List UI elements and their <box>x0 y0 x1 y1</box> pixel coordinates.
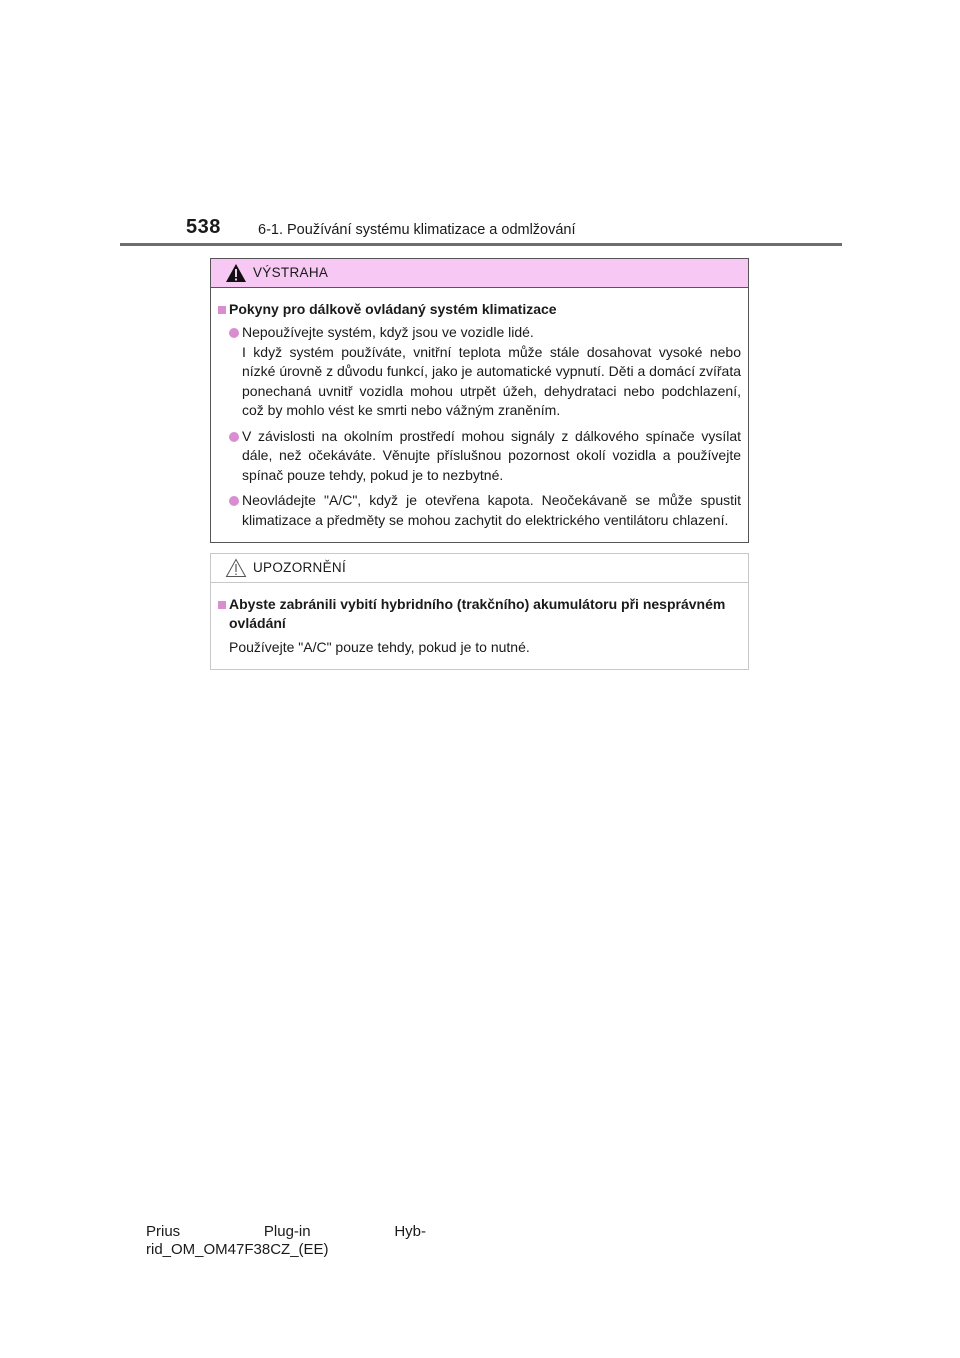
circle-bullet-icon <box>229 432 239 442</box>
warning-bullet-2 <box>218 427 741 486</box>
warning-box <box>210 258 749 543</box>
warning-header <box>211 259 748 288</box>
bullet-line: Nepoužívejte systém, když jsou ve vozidle lidé. <box>242 324 534 340</box>
footer-line-1 <box>146 1223 426 1241</box>
warning-heading-text: Pokyny pro dálkově ovládaný systém klimatizace <box>229 301 557 317</box>
bullet-line: V závislosti na okolním prostředí mohou signály z dálkového spínače vysílat dále, než očekáváte. Věnujte příslušnou pozornost okolí vozidla a používejte spínač pouze tehdy, pokud je to nezbytné. <box>242 427 741 483</box>
square-bullet-icon <box>218 306 226 314</box>
footer-line-2: rid_OM_OM47F38CZ_(EE) <box>146 1241 329 1258</box>
header-rule <box>120 243 842 246</box>
warning-label: VÝSTRAHA <box>253 265 329 280</box>
notice-header <box>211 554 748 583</box>
circle-bullet-icon <box>229 328 239 338</box>
footer-word: Hyb- <box>394 1223 426 1240</box>
notice-heading-text: Abyste zabránili vybití hybridního (trakčního) akumulátoru při nesprávném ovládání <box>229 596 726 631</box>
bullet-line: I když systém používáte, vnitřní teplota může stále dosahovat vysoké nebo nízké úrovně z důvodu funkcí, jako je automatické vypnutí. Děti a domácí zvířata ponechaná uvnitř vozidla mohou utrpět úžeh, dehydrataci nebo podchlazení, což by mohlo vést ke smrti nebo vážným zraněním. <box>242 343 741 418</box>
warning-bullet-3 <box>218 491 741 530</box>
bullet-line: Neovládejte "A/C", když je otevřena kapota. Neočekávaně se může spustit klimatizace a předměty se mohou zachytit do elektrického ventilátoru chlazení. <box>242 492 741 528</box>
caution-triangle-icon <box>225 558 247 578</box>
warning-bullet-1 <box>218 323 741 421</box>
square-bullet-icon <box>218 601 226 609</box>
notice-label: UPOZORNĚNÍ <box>253 560 347 575</box>
warning-heading <box>218 300 741 319</box>
footer-word: Plug-in <box>263 1223 311 1240</box>
footer <box>146 1223 446 1259</box>
warning-body <box>211 288 748 530</box>
notice-box <box>210 553 749 670</box>
footer-word: Prius <box>146 1223 181 1240</box>
circle-bullet-icon <box>229 496 239 506</box>
notice-body <box>211 583 748 658</box>
notice-text: Používejte "A/C" pouze tehdy, pokud je to nutné. <box>229 639 530 655</box>
notice-heading <box>218 595 741 633</box>
section-title: 6-1. Používání systému klimatizace a odmlžování <box>258 222 576 238</box>
warning-triangle-icon <box>225 263 247 283</box>
page-number: 538 <box>186 216 221 238</box>
